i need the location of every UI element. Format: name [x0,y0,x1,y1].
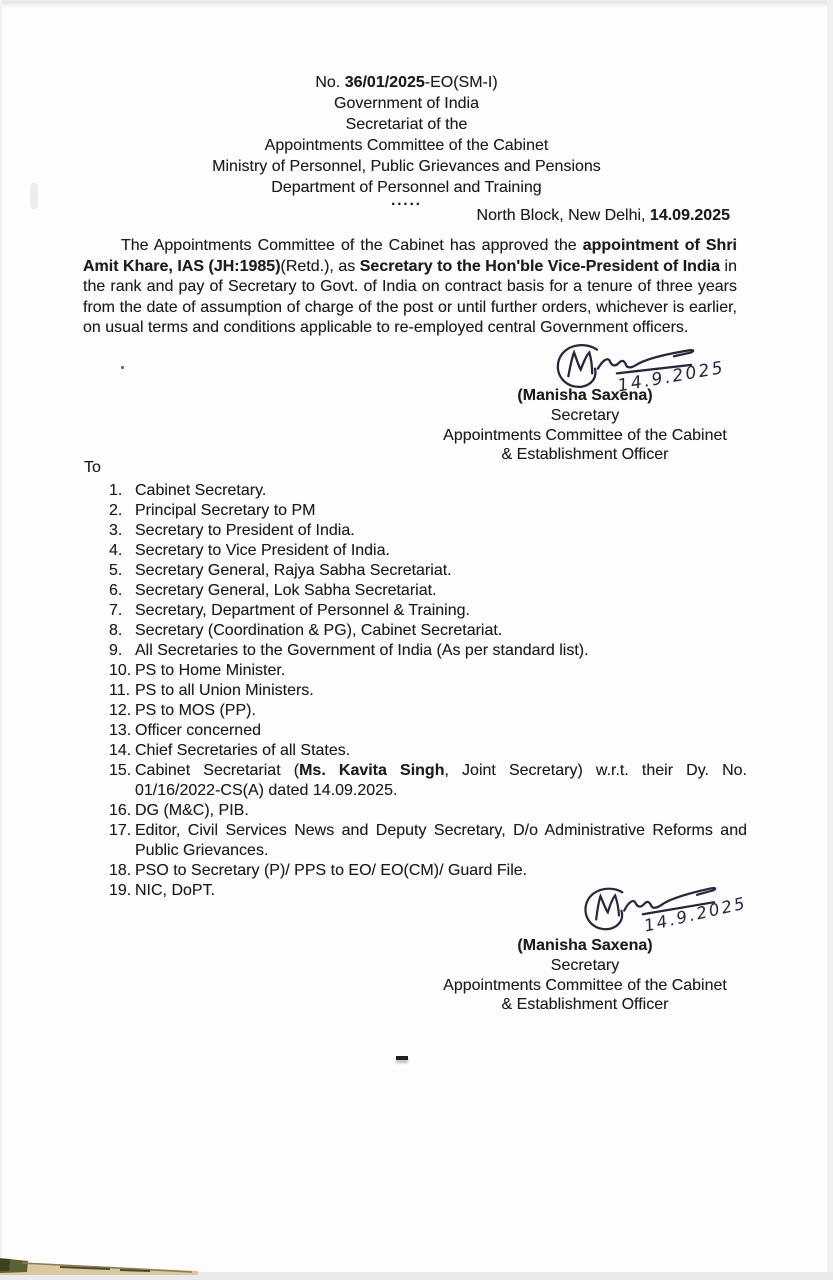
text-segment: NIC, DoPT. [135,882,216,899]
text-segment: Ms. Kavita Singh [299,762,445,779]
list-item-text [135,701,747,721]
signatory-name: (Manisha Saxena) [517,937,653,954]
text-segment: (Retd.), as [280,257,360,275]
list-item [109,581,747,601]
signatory-org-line1: Appointments Committee of the Cabinet [443,426,727,444]
signatory-org-line1: Appointments Committee of the Cabinet [443,976,727,994]
distribution-list [109,481,747,901]
signatory-org-line2: & Establishment Officer [501,446,669,464]
list-item [109,561,747,581]
text-segment: in the rank and pay of Secretary to Govt. of India on contract basis for a tenure of three years from the date of assumption of charge of the post or until further orders, whichever is earlier, on usual terms and conditions applicable to re-employed central Government officers. [83,257,738,337]
stray-dash-mark [396,1056,408,1060]
text-segment: Secretary to President of India. [135,522,355,539]
list-item-text [135,801,747,821]
reference-number-line [0,72,813,93]
list-item-text [135,821,747,861]
text-segment: Secretary General, Lok Sabha Secretariat. [135,582,437,599]
list-item [109,541,747,561]
list-item-number: 8. [109,622,123,639]
list-item [109,601,747,621]
list-item-text [135,741,747,761]
text-segment: Secretary, Department of Personnel & Training. [135,602,470,619]
signatory-designation: Secretary [550,956,620,974]
signature-initial [595,895,619,919]
list-item-number: 5. [109,562,123,579]
list-item-text [135,861,747,881]
signatory-block [420,386,750,465]
text-segment: PS to MOS (PP). [135,702,256,719]
text-segment: Cabinet Secretary. [135,482,267,499]
list-item [109,661,747,681]
list-item-text [135,661,747,681]
text-segment: Chief Secretaries of all States. [135,742,351,759]
signatory-org-line2: & Establishment Officer [501,996,669,1014]
text-segment: Editor, Civil Services News and Deputy Secretary, D/o Administrative Reforms and Public Grievances. [135,822,747,859]
signatory-block [420,936,750,1015]
text-segment: PSO to Secretary (P)/ PPS to EO/ EO(CM)/ Guard File. [135,862,528,879]
list-item-number: 12. [109,702,132,719]
body-paragraph [83,236,737,339]
text-segment: Secretary to the Hon'ble Vice-President of India [359,257,721,275]
text-segment: PS to all Union Ministers. [135,682,314,699]
list-item [109,641,747,661]
list-item-number: 14. [109,742,132,759]
list-item-text [135,681,747,701]
list-item-number: 1. [109,482,123,499]
scan-desk-edge-artifact [0,1249,200,1277]
list-item [109,861,747,881]
page-edge-top-shade [0,4,833,7]
org-line: Ministry of Personnel, Public Grievances and Pensions [212,158,601,175]
separator-dots: ..... [391,192,422,209]
list-item-number: 3. [109,522,123,539]
list-item-number: 15. [109,762,132,779]
list-item-number: 4. [109,542,123,559]
org-line: Department of Personnel and Training [271,179,542,196]
list-item-text [135,581,747,601]
list-item-text [135,501,747,521]
list-item-text [135,721,747,741]
text-segment: All Secretaries to the Government of India (As per standard list). [135,642,589,659]
ref-number: 36/01/2025 [344,74,425,91]
signature-initial [568,352,592,376]
signatory-name: (Manisha Saxena) [517,387,653,404]
stray-ink-dot [121,366,124,369]
list-item [109,761,747,801]
list-item-text [135,601,747,621]
ref-suffix: -EO(SM-I) [424,74,498,91]
handwritten-date: 14.9.2025 [616,357,727,397]
org-line: Government of India [334,95,479,112]
text-segment: PS to Home Minister. [135,662,286,679]
list-item [109,821,747,861]
text-segment: The Appointments Committee of the Cabinet has approved the [121,237,583,254]
text-segment: Secretary General, Rajya Sabha Secretariat. [135,562,452,579]
org-line: Secretariat of the [345,116,468,133]
list-item-text [135,561,747,581]
list-item [109,481,747,501]
list-item [109,521,747,541]
signatory-designation: Secretary [550,406,620,424]
text-segment: Secretary (Coordination & PG), Cabinet Secretariat. [135,622,503,639]
list-item-number: 16. [109,802,132,819]
text-segment: appointment of Shri Amit Khare, IAS (JH:1985) [83,237,738,275]
place-text: North Block, New Delhi, [476,207,650,224]
text-segment: Cabinet Secretariat ( [135,762,300,779]
list-item-number: 19. [109,882,132,899]
text-segment: Principal Secretary to PM [135,502,316,519]
text-segment: Officer concerned [135,722,261,739]
list-item [109,721,747,741]
list-item-number: 9. [109,642,123,659]
list-item-text [135,521,747,541]
text-segment: , Joint Secretary) w.r.t. their Dy. No. 01/16/2022-CS(A) dated 14.09.2025. [135,762,747,799]
handwritten-date: 14.9.2025 [642,893,749,936]
list-item-text [135,481,747,501]
list-item [109,701,747,721]
list-item-number: 17. [109,822,132,839]
list-item [109,681,747,701]
ref-prefix: No. [315,74,345,91]
list-item [109,801,747,821]
page-edge-right [827,0,833,1280]
list-item [109,741,747,761]
list-item-number: 7. [109,602,123,619]
text-segment: Secretary to Vice President of India. [135,542,390,559]
list-item-number: 13. [109,722,132,739]
org-line: Appointments Committee of the Cabinet [264,137,549,154]
to-label: To [84,459,101,476]
list-item-text [135,641,747,661]
list-item-number: 10. [109,662,132,679]
list-item-text [135,761,747,801]
list-item-number: 18. [109,862,132,879]
signature-handwriting [579,877,780,944]
letter-date: 14.09.2025 [649,207,730,224]
list-item [109,501,747,521]
list-item [109,621,747,641]
list-item-text [135,541,747,561]
list-item-text [135,621,747,641]
dateline [477,207,730,225]
list-item-number: 11. [109,682,131,699]
list-item-number: 2. [109,502,123,519]
list-item-number: 6. [109,582,123,599]
text-segment: DG (M&C), PIB. [135,802,249,819]
letter-header [0,72,813,198]
